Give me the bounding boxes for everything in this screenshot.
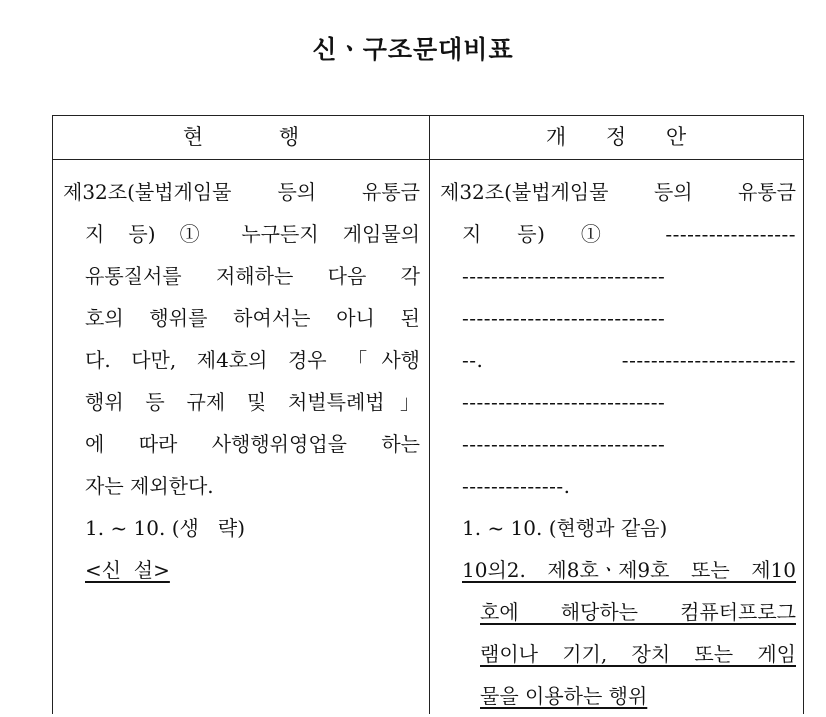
header-revised-char: 정: [605, 125, 627, 149]
current-line: 자는 제외한다.: [85, 474, 214, 498]
current-line: 제32조(불법게임물 등의 유통금: [63, 180, 420, 204]
current-line: 지 등) ① 누구든지 게임물의: [85, 222, 420, 246]
revised-line: 지 등) ① ------------------: [462, 222, 796, 246]
revised-line: 제32조(불법게임물 등의 유통금: [440, 180, 796, 204]
comparison-table: [52, 115, 804, 714]
new-provision-text: 물을 이용하는 행위: [480, 684, 648, 708]
new-provision-text: 호에 해당하는 컴퓨터프로그: [480, 600, 796, 624]
document-title: 신ㆍ구조문대비표: [312, 35, 514, 64]
current-line: 호의 행위를 하여서는 아니 된: [85, 306, 420, 330]
revised-line: ----------------------------: [462, 264, 666, 288]
header-divider: [53, 159, 803, 160]
revised-line: --. ------------------------: [462, 348, 796, 372]
revised-line: ----------------------------: [462, 390, 666, 414]
current-line: 유통질서를 저해하는 다음 각: [85, 264, 420, 288]
revised-line-new: [440, 549, 796, 591]
revised-line: 1. ~ 10. (현행과 같음): [462, 516, 668, 540]
new-provision-text: 램이나 기기, 장치 또는 게임: [480, 642, 796, 666]
column-divider: [429, 116, 430, 714]
header-revised: [429, 116, 803, 159]
current-line: 행위 등 규제 및 처벌특례법」: [85, 390, 420, 414]
header-revised-char: 안: [665, 125, 687, 149]
header-current-char: 현: [182, 125, 204, 149]
current-line: 에 따라 사행행위영업을 하는: [85, 432, 420, 456]
header-current: [53, 116, 429, 159]
current-line: 1. ~ 10. (생 략): [85, 516, 246, 540]
revised-line-new: [440, 591, 796, 633]
header-revised-char: 개: [545, 125, 567, 149]
new-provision-text: 10의2. 제8호ㆍ제9호 또는 제10: [462, 558, 796, 582]
revised-line: --------------.: [462, 474, 571, 498]
revised-line: ----------------------------: [462, 306, 666, 330]
current-column: [63, 171, 420, 591]
revised-line-new: [440, 675, 796, 717]
revised-line: ----------------------------: [462, 432, 666, 456]
new-provision-marker: <신 설>: [85, 558, 170, 582]
current-line-new: [63, 549, 420, 591]
revised-line-new: [440, 633, 796, 675]
revised-column: [440, 171, 796, 717]
current-line: 다. 다만, 제4호의 경우 「사행: [85, 348, 420, 372]
header-current-char: 행: [278, 125, 300, 149]
